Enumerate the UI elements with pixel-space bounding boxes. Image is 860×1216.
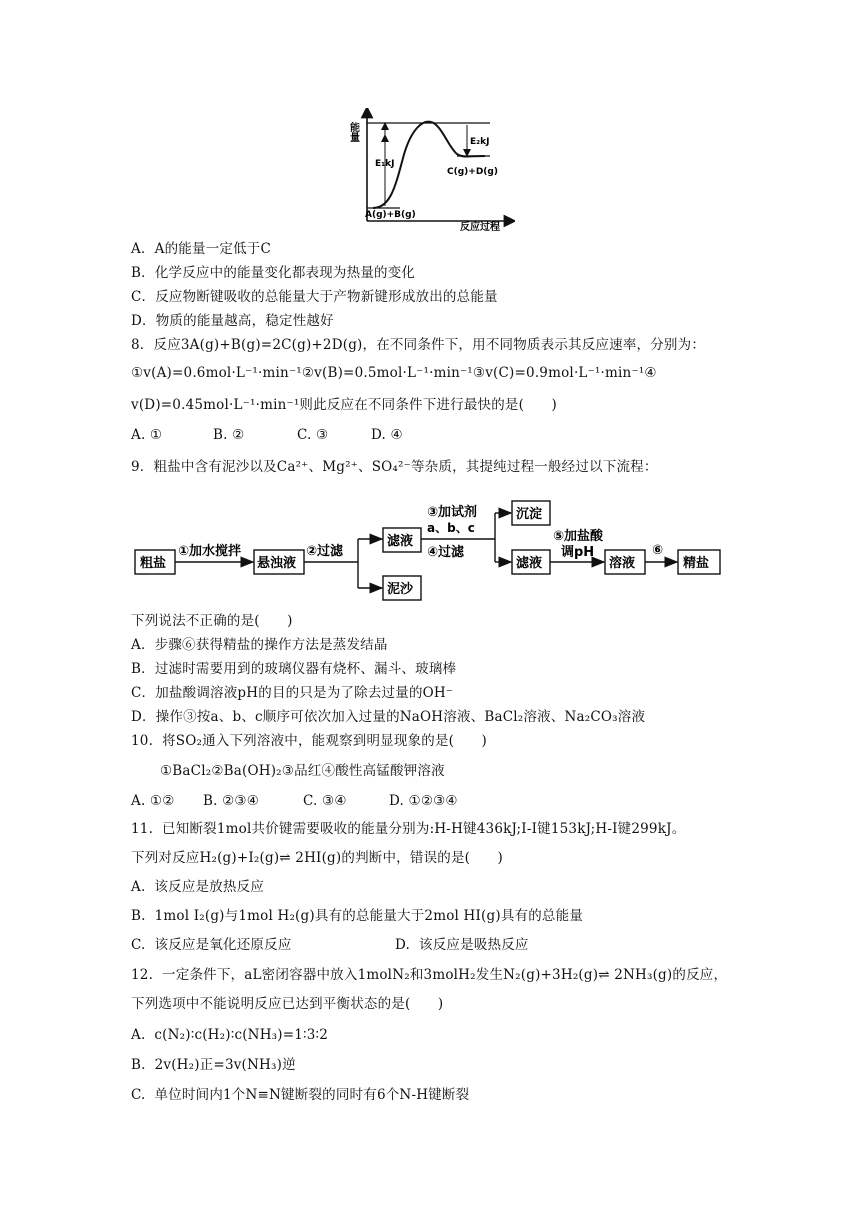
q8-option-a: A. ① [131, 427, 163, 443]
q10-stem: 10. 将SO₂通入下列溶液中，能观察到明显现象的是( ) [131, 733, 488, 749]
q10-items: ①BaCl₂②Ba(OH)₂③品红④酸性高锰酸钾溶液 [160, 763, 445, 779]
q8-stem-line2: ①v(A)=0.6mol·L⁻¹·min⁻¹②v(B)=0.5mol·L⁻¹·min⁻¹③v(C)=0.9mol·L⁻¹·min⁻¹④ [131, 365, 657, 381]
step6-label: ⑥ [652, 543, 664, 558]
q11-option-b: B. 1mol I₂(g)与1mol H₂(g)具有的总能量大于2mol HI(g)具有的总能量 [131, 908, 584, 924]
q10-option-b: B. ②③④ [203, 793, 260, 809]
step5a-label: ⑤加盐酸 [553, 529, 604, 544]
solution-label: 溶液 [609, 556, 636, 571]
x-axis-label: 反应过程 [460, 222, 500, 233]
q9-option-d: D．操作③按a、b、c顺序可依次加入过量的NaOH溶液、BaCl₂溶液、Na₂CO₃溶液 [131, 709, 646, 725]
step2-label: ②过滤 [306, 544, 344, 559]
q7-option-b: B．化学反应中的能量变化都表现为热量的变化 [131, 265, 416, 281]
q9-question: 下列说法不正确的是( ) [131, 613, 293, 629]
step3-label: ③加试剂 [427, 505, 478, 520]
q8-option-c: C. ③ [297, 427, 329, 443]
q12-option-c: C. 单位时间内1个N≡N键断裂的同时有6个N-H键断裂 [131, 1087, 470, 1103]
q9-option-b: B．过滤时需要用到的玻璃仪器有烧杯、漏斗、玻璃棒 [131, 661, 457, 677]
q11-stem-line1: 11. 已知断裂1mol共价键需要吸收的能量分别为:H-H键436kJ;I-I键153kJ;H-I键299kJ。 [131, 821, 686, 837]
q12-stem-line1: 12. 一定条件下，aL密闭容器中放入1molN₂和3molH₂发生N₂(g)+3H₂(g)⇌ 2NH₃(g)的反应， [131, 967, 728, 983]
step1-label: ①加水搅拌 [178, 544, 242, 559]
e2-label: E₂kJ [470, 137, 490, 147]
q9-stem: 9．粗盐中含有泥沙以及Ca²⁺、Mg²⁺、SO₄²⁻等杂质，其提纯过程一般经过以下流程： [131, 459, 658, 475]
filtrate2-label: 滤液 [516, 556, 543, 571]
q10-option-a: A. ①② [131, 793, 175, 809]
suspension-label: 悬浊液 [257, 556, 297, 571]
reagents-label: a、b、c [427, 521, 475, 535]
q11-option-c: C. 该反应是氧化还原反应 [131, 937, 292, 953]
q11-option-d: D. 该反应是吸热反应 [395, 937, 529, 953]
q12-stem-line2: 下列选项中不能说明反应已达到平衡状态的是( ) [131, 996, 444, 1012]
crude-salt-label: 粗盐 [140, 556, 167, 571]
step5b-label: 调pH [561, 545, 595, 560]
q7-option-c: C．反应物断键吸收的总能量大于产物新键形成放出的总能量 [131, 289, 498, 305]
q7-option-d: D．物质的能量越高，稳定性越好 [131, 313, 334, 329]
q12-option-b: B. 2v(H₂)正=3v(NH₃)逆 [131, 1057, 296, 1073]
q12-option-a: A. c(N₂)∶c(H₂)∶c(NH₃)=1∶3∶2 [131, 1027, 329, 1043]
q10-option-c: C. ③④ [303, 793, 347, 809]
filtrate1-label: 滤液 [387, 534, 414, 549]
q7-option-a: A．A的能量一定低于C [131, 241, 272, 257]
q8-option-b: B. ② [213, 427, 245, 443]
precipitate-label: 沉淀 [516, 507, 543, 522]
purification-flowchart [130, 494, 730, 606]
y-axis-label: 能量 [347, 122, 359, 142]
e1-label: E₁kJ [375, 159, 395, 169]
step4-label: ④过滤 [427, 545, 465, 560]
mud-label: 泥沙 [387, 582, 414, 597]
q10-option-d: D. ①②③④ [389, 793, 458, 809]
q8-option-d: D. ④ [371, 427, 403, 443]
q9-option-c: C．加盐酸调溶液pH的目的只是为了除去过量的OH⁻ [131, 685, 454, 701]
q8-stem-line3: v(D)=0.45mol·L⁻¹·min⁻¹则此反应在不同条件下进行最快的是( ) [131, 397, 557, 413]
q8-stem-line1: 8．反应3A(g)+B(g)=2C(g)+2D(g)，在不同条件下，用不同物质表示其反应速率，分别为： [131, 337, 706, 353]
reactants-label: A(g)+B(g) [365, 210, 416, 220]
q11-stem-line2: 下列对反应H₂(g)+I₂(g)⇌ 2HI(g)的判断中，错误的是( ) [131, 850, 503, 866]
q9-option-a: A．步骤⑥获得精盐的操作方法是蒸发结晶 [131, 637, 388, 653]
energy-diagram [345, 108, 515, 233]
products-label: C(g)+D(g) [447, 167, 498, 177]
refined-salt-label: 精盐 [683, 556, 710, 571]
q11-option-a: A. 该反应是放热反应 [131, 879, 265, 895]
